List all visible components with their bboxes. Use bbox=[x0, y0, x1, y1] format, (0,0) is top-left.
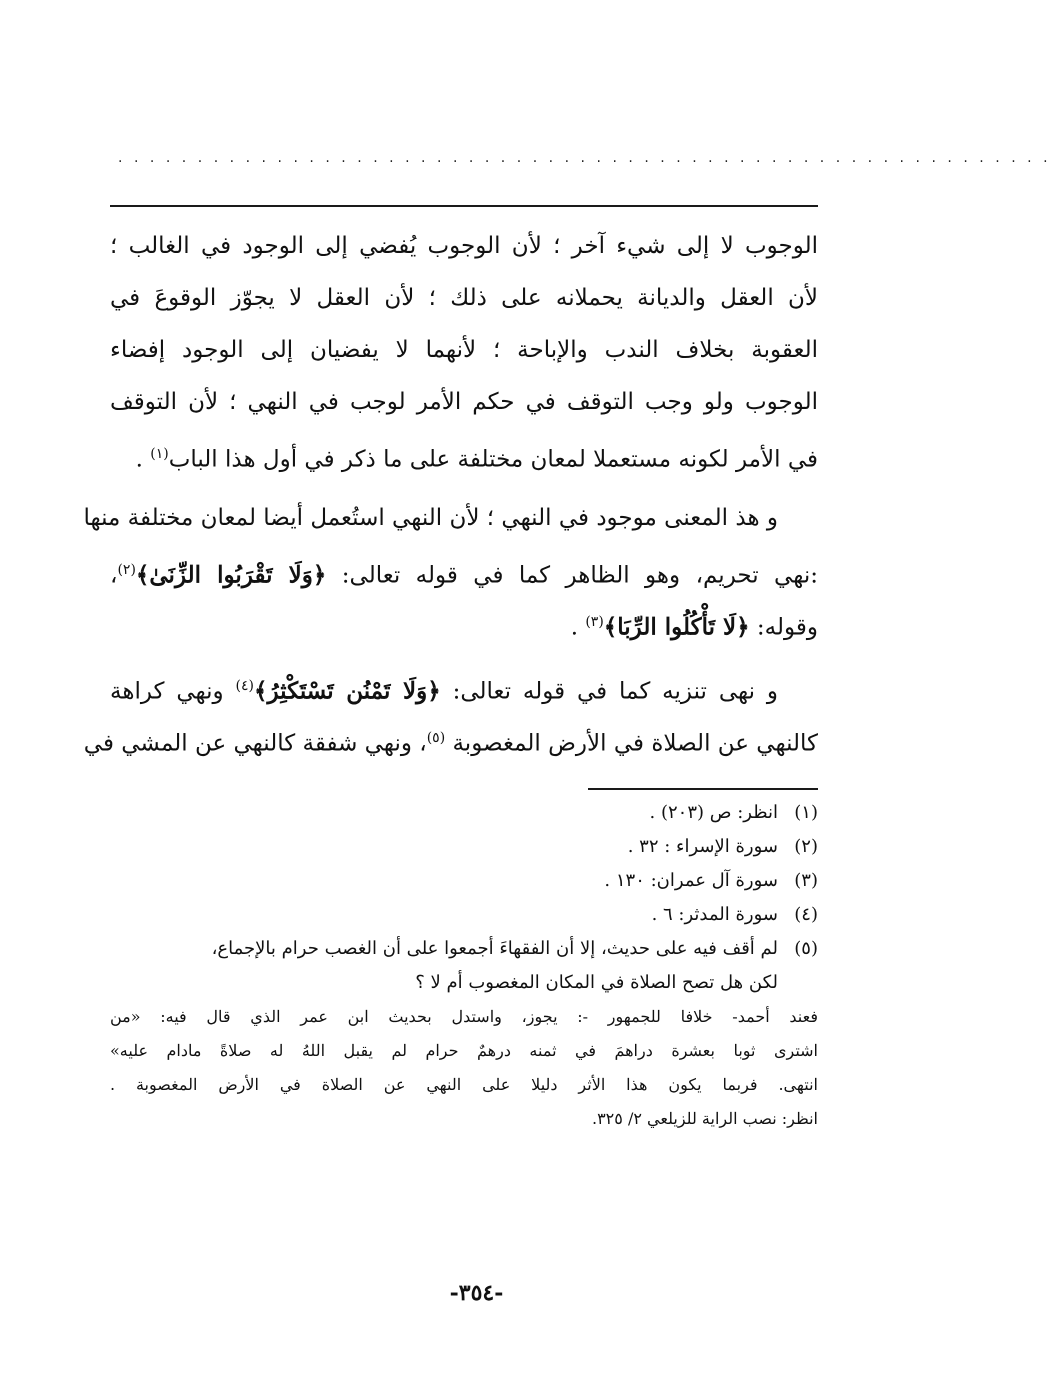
paragraph-2-line-3-text: وقوله: bbox=[749, 614, 818, 641]
paragraph-3-line-1 bbox=[110, 660, 818, 712]
quran-verse-1: ﴿وَلَا تَقْرَبُوا الزِّنَىٰ﴾ bbox=[135, 561, 327, 589]
header-dotted-line: ........................................................... bbox=[118, 150, 1059, 166]
paragraph-1-line-4: الوجوب ولو وجب التوقف في حكم الأمر لوجب في النهي ؛ لأن التوقف bbox=[110, 389, 818, 415]
footnote-5-detail-2: اشترى ثوبا بعشرة دراهمَ في ثمنه درهمٌ حرام لم يقبل اللهُ له صلاةً مادام عليه» bbox=[110, 1041, 818, 1060]
paragraph-3-line-1-text: و نهى تنزيه كما في قوله تعالى: bbox=[440, 678, 778, 705]
footnote-number: (٥) bbox=[794, 938, 818, 959]
footnote-ref-3[interactable]: (٣) bbox=[585, 614, 604, 630]
paragraph-2-line-3-end: . bbox=[570, 614, 586, 641]
footnote-text: انظر: ص (٢٠٣) . bbox=[649, 802, 778, 823]
paragraph-2-line-2 bbox=[110, 544, 818, 596]
footnote-text: لم أقف فيه على حديث، إلا أن الفقهاءَ أجمعوا على أن الغصب حرام بالإجماع، bbox=[211, 938, 778, 959]
paragraph-2-line-1: و هذ المعنى موجود في النهي ؛ لأن النهي استُعمل أيضا لمعان مختلفة منها bbox=[83, 505, 778, 531]
paragraph-1-line-5-text: في الأمر لكونه مستعملا لمعان مختلفة على ما ذكر في أول هذا الباب bbox=[168, 446, 818, 473]
paragraph-1-line-3: العقوبة بخلاف الندب والإباحة ؛ لأنهما لا يفضيان إلى الوجود إفضاء bbox=[110, 337, 818, 363]
header-rule bbox=[110, 205, 818, 207]
paragraph-1-line-2: لأن العقل والديانة يحملانه على ذلك ؛ لأن العقل لا يجوّز الوقوعَ في bbox=[110, 285, 818, 311]
footnote-text: سورة المدثر: ٦ . bbox=[651, 904, 778, 925]
main-text bbox=[83, 220, 818, 764]
paragraph-3-line-2-end: ، ونهي شفقة كالنهي عن المشي في bbox=[83, 730, 427, 757]
footnote-ref-4[interactable]: (٤) bbox=[235, 678, 255, 694]
footnote-5-detail-1: فعند أحمد- خلافا للجمهور -: يجوز، واستدل بحديث ابن عمر الذي قال فيه: «من bbox=[110, 1007, 819, 1026]
footnote-1 bbox=[110, 796, 818, 830]
footnote-text: سورة آل عمران: ١٣٠ . bbox=[604, 870, 778, 891]
paragraph-1-line-1: الوجوب لا إلى شيء آخر ؛ لأن الوجوب يُفضي إلى الوجود في الغالب ؛ bbox=[110, 233, 818, 259]
paragraph-1-line-5 bbox=[110, 428, 818, 480]
footnote-5 bbox=[110, 932, 818, 966]
footnote-ref-2[interactable]: (٢) bbox=[117, 562, 136, 578]
paragraph-3-line-1-end: ونهي كراهة bbox=[110, 678, 236, 705]
footnote-4 bbox=[110, 898, 818, 932]
paragraph-3-line-2 bbox=[83, 712, 818, 764]
footnote-text: سورة الإسراء : ٣٢ . bbox=[627, 836, 778, 857]
footnote-number: (٢) bbox=[794, 836, 818, 857]
quran-verse-3: ﴿وَلَا تَمْنُن تَسْتَكْثِرُ﴾ bbox=[254, 677, 441, 705]
page-number: -٣٥٤- bbox=[449, 1280, 504, 1306]
paragraph-2-line-2-end: ، bbox=[110, 562, 118, 589]
footnote-number: (٤) bbox=[794, 904, 818, 925]
paragraph-2-line-2-text: :نهي تحريم، وهو الظاهر كما في قوله تعالى: bbox=[326, 562, 818, 589]
quran-verse-2: ﴿لَا تَأْكُلُوا الرِّبَا﴾ bbox=[603, 613, 750, 641]
footnote-number: (٣) bbox=[794, 870, 818, 891]
footnote-5-detail-4: انظر: نصب الراية للزيلعي ٢/ ٣٢٥. bbox=[591, 1109, 818, 1128]
paragraph-2-line-3 bbox=[110, 596, 818, 648]
paragraph-3-line-2-text: كالنهي عن الصلاة في الأرض المغصوبة bbox=[445, 730, 818, 757]
footnote-2 bbox=[110, 830, 818, 864]
footnotes bbox=[110, 796, 818, 1136]
footnotes-rule bbox=[588, 788, 818, 790]
paragraph-1-end: . bbox=[135, 446, 151, 473]
footnote-5-continuation: لكن هل تصح الصلاة في المكان المغصوب أم لا ؟ bbox=[415, 972, 778, 993]
footnote-ref-1[interactable]: (١) bbox=[150, 446, 169, 462]
footnote-3 bbox=[110, 864, 818, 898]
footnote-number: (١) bbox=[794, 802, 818, 823]
footnote-ref-5[interactable]: (٥) bbox=[426, 730, 446, 746]
footnote-5-detail-3: انتهى. فربما يكون هذا الأثر دليلا على النهي عن الصلاة في الأرض المغصوبة . bbox=[110, 1075, 818, 1094]
